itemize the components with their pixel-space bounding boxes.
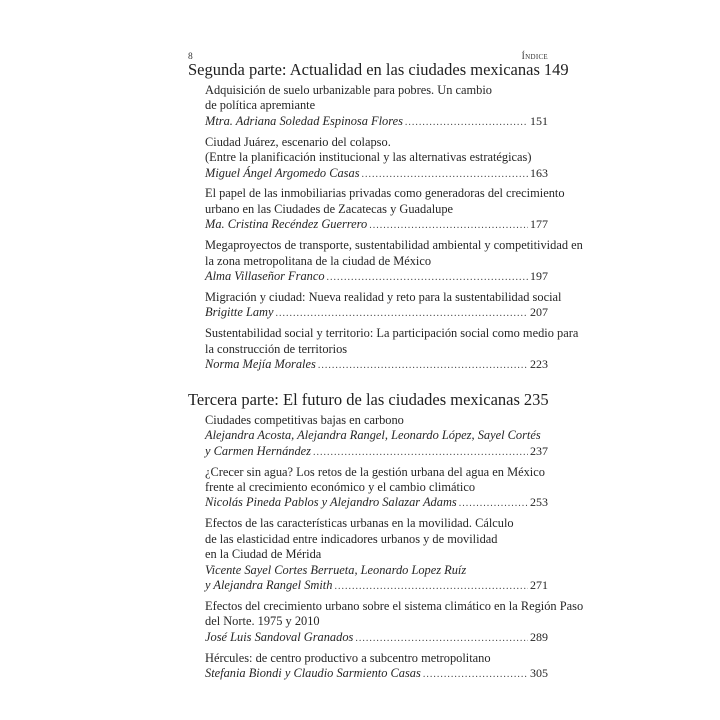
- dot-leader: [405, 115, 528, 130]
- entry-author: Alma Villaseñor Franco: [205, 268, 325, 283]
- entry-title-line: Ciudad Juárez, escenario del colapso.: [205, 134, 391, 149]
- dot-leader: [362, 167, 528, 182]
- toc-part-heading[interactable]: [188, 60, 569, 83]
- entry-author-row: [205, 444, 548, 460]
- entry-page-number: 207: [530, 305, 548, 320]
- entry-page-number: 305: [530, 666, 548, 680]
- part-title: Tercera parte: El futuro de las ciudades mexicanas: [188, 389, 520, 409]
- part-entries: [205, 412, 584, 683]
- dot-leader: [276, 306, 529, 321]
- entry-title-line: Ciudades competitivas bajas en carbono: [205, 412, 404, 427]
- entry-title-line: de política apremiante: [205, 98, 316, 113]
- entry-page-number: 237: [530, 443, 548, 458]
- toc-entry[interactable]: [205, 651, 548, 683]
- entry-title-line: urbano en las Ciudades de Zacatecas y Guadalupe: [205, 201, 454, 216]
- toc-part-heading[interactable]: [188, 390, 548, 413]
- dot-leader: [459, 496, 528, 511]
- page-number: 8: [188, 52, 193, 62]
- entry-page-number: 253: [530, 495, 548, 510]
- entry-author-row: [205, 269, 548, 285]
- entry-author-row: [205, 495, 548, 511]
- entry-author: José Luis Sandoval Granados: [205, 629, 354, 644]
- entry-page-number: 151: [530, 113, 548, 128]
- entry-author: Stefania Biondi y Claudio Sarmiento Casas: [205, 666, 421, 680]
- entry-title-line: Adquisición de suelo urbanizable para pobres. Un cambio: [205, 83, 492, 97]
- entry-title-line: (Entre la planificación institucional y las alternativas estratégicas): [205, 150, 532, 165]
- entry-author: Miguel Ángel Argomedo Casas: [205, 165, 360, 180]
- entry-author: Brigitte Lamy: [205, 305, 274, 320]
- entry-author-row: [205, 114, 548, 130]
- entry-author-row: [205, 666, 548, 682]
- toc-entry[interactable]: [205, 135, 548, 182]
- part-entries: [205, 83, 583, 373]
- entry-title-line: Efectos de las características urbanas en la movilidad. Cálculo: [205, 516, 514, 531]
- toc-entry[interactable]: [205, 83, 548, 130]
- dot-leader: [355, 631, 528, 646]
- entry-title-line: Sustentabilidad social y territorio: La participación social como medio para: [205, 326, 579, 341]
- dot-leader: [313, 445, 528, 460]
- entry-title-line: Efectos del crecimiento urbano sobre el sistema climático en la Región Paso: [205, 598, 584, 613]
- entry-author: Norma Mejía Morales: [205, 357, 316, 371]
- toc-entry[interactable]: [205, 186, 565, 233]
- entry-author: Ma. Cristina Recéndez Guerrero: [205, 217, 368, 232]
- entry-author-row: [205, 630, 548, 646]
- entry-title-line: del Norte. 1975 y 2010: [205, 614, 320, 629]
- dot-leader: [318, 358, 528, 373]
- entry-author-row: [205, 217, 548, 233]
- entry-title-line: la construcción de territorios: [205, 341, 348, 356]
- toc-entry[interactable]: [205, 238, 583, 285]
- entry-author-row: [205, 578, 548, 594]
- part-page-number: 235: [523, 389, 549, 409]
- toc-entry[interactable]: [205, 326, 579, 373]
- entry-page-number: 177: [530, 217, 548, 232]
- entry-title-line: la zona metropolitana de la ciudad de México: [205, 253, 432, 268]
- entry-author-line: Vicente Sayel Cortes Berrueta, Leonardo Lopez Ruíz: [205, 562, 467, 577]
- part-title: Segunda parte: Actualidad en las ciudades mexicanas: [188, 60, 540, 79]
- entry-page-number: 223: [530, 357, 548, 371]
- part-page-number: 149: [543, 60, 569, 79]
- entry-title-line: de las elasticidad entre indicadores urbanos y de movilidad: [205, 531, 498, 546]
- part-spacer: [188, 378, 548, 390]
- entry-author: y Carmen Hernández: [205, 443, 311, 458]
- entry-page-number: 271: [530, 577, 548, 592]
- entry-title-line: El papel de las inmobiliarias privadas como generadoras del crecimiento: [205, 186, 565, 201]
- entry-title-line: Megaproyectos de transporte, sustentabilidad ambiental y competitividad en: [205, 238, 583, 253]
- entry-title-line: ¿Crecer sin agua? Los retos de la gestión urbana del agua en México: [205, 464, 545, 479]
- dot-leader: [334, 579, 528, 594]
- toc-entry[interactable]: [205, 465, 548, 512]
- toc-entry[interactable]: [205, 598, 584, 646]
- entry-title-line: Hércules: de centro productivo a subcentro metropolitano: [205, 650, 491, 665]
- running-head-title: Índice: [521, 52, 548, 62]
- entry-author: y Alejandra Rangel Smith: [205, 577, 333, 592]
- entry-author: Nicolás Pineda Pablos y Alejandro Salazar Adams: [205, 495, 457, 510]
- dot-leader: [327, 270, 528, 285]
- dot-leader: [423, 667, 528, 682]
- entry-author-line: Alejandra Acosta, Alejandra Rangel, Leonardo López, Sayel Cortés: [205, 428, 541, 443]
- entry-author: Mtra. Adriana Soledad Espinosa Flores: [205, 113, 403, 128]
- entry-title-line: Migración y ciudad: Nueva realidad y reto para la sustentabilidad social: [205, 289, 562, 304]
- entry-author-row: [205, 357, 548, 373]
- entry-page-number: 289: [530, 629, 548, 644]
- dot-leader: [369, 218, 528, 233]
- entry-title-line: en la Ciudad de Mérida: [205, 547, 322, 562]
- entry-author-row: [205, 305, 548, 321]
- toc-entry[interactable]: [205, 516, 548, 594]
- toc-entry[interactable]: [205, 289, 562, 322]
- entry-author-row: [205, 166, 548, 182]
- entry-title-line: frente al crecimiento económico y el cambio climático: [205, 480, 476, 495]
- table-of-contents: [188, 60, 584, 687]
- entry-page-number: 197: [530, 268, 548, 283]
- entry-page-number: 163: [530, 165, 548, 180]
- toc-entry[interactable]: [205, 413, 548, 460]
